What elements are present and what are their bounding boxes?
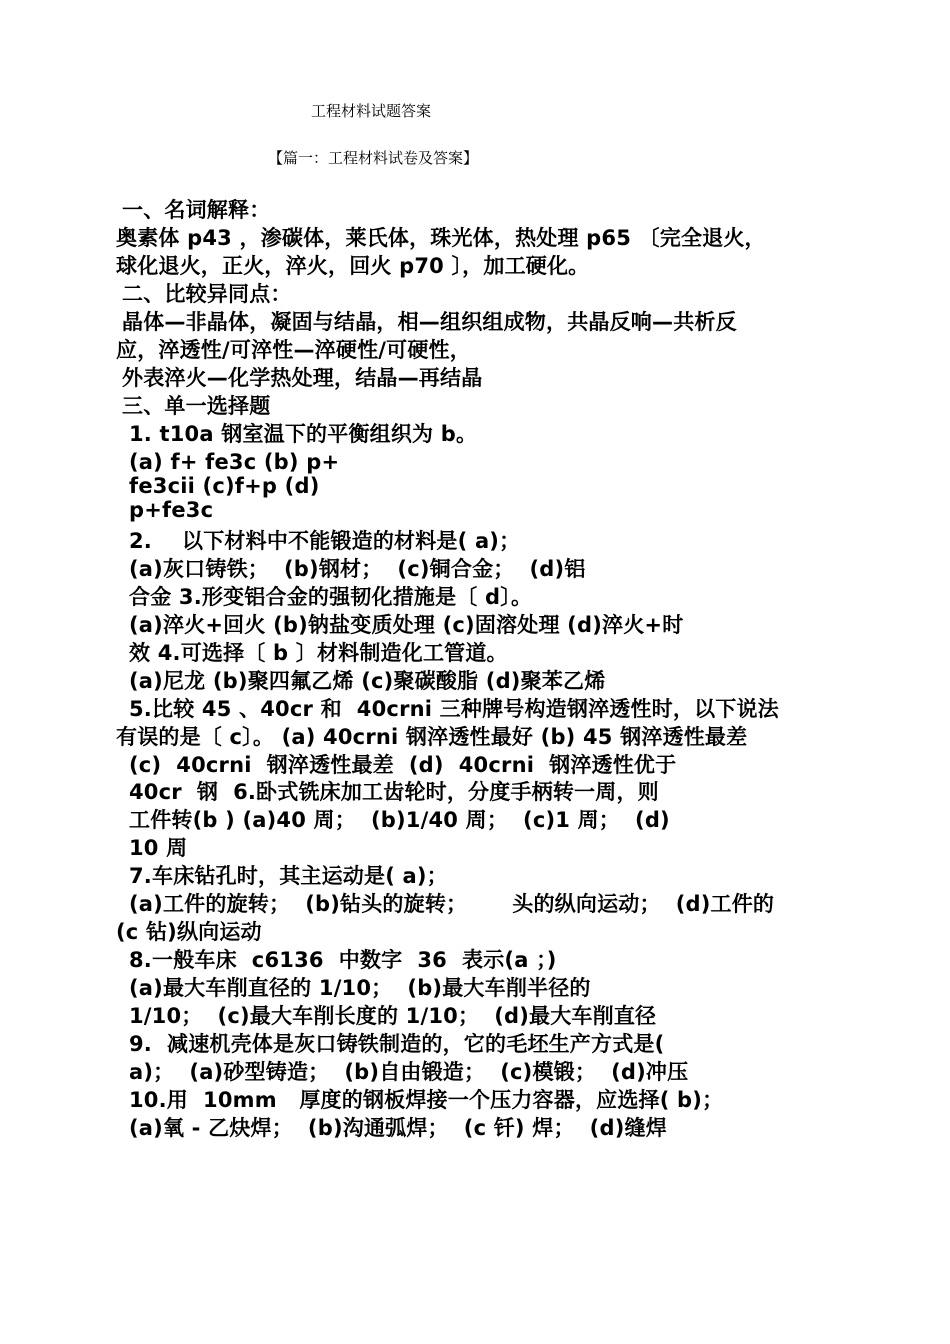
text-line: 晶体—非晶体，凝固与结晶，相—组织组成物，共晶反响—共析反 [122, 310, 737, 334]
document-title: 工程材料试题答案 [311, 102, 432, 120]
answer-line: 工件转(b ) (a)40 周； (b)1/40 周； (c)1 周； (d) [129, 808, 670, 832]
answer-line: p+fe3c [129, 498, 214, 522]
question-line: 2. 以下材料中不能锻造的材料是( a)； [129, 529, 521, 553]
section-heading: 一、名词解释： [122, 198, 271, 222]
answer-line: 1/10； (c)最大车削长度的 1/10； (d)最大车削直径 [129, 1004, 657, 1028]
answer-line: a)； (a)砂型铸造； (b)自由锻造； (c)模锻； (d)冲压 [129, 1060, 689, 1084]
section-heading: 二、比较异同点： [122, 282, 292, 306]
question-line: 5.比较 45 、40cr 和 40crni 三种牌号构造钢淬透性时，以下说法 [129, 697, 779, 721]
answer-line: (a)灰口铸铁； (b)钢材； (c)铜合金； (d)铝 [129, 557, 586, 581]
question-line: 合金 3.形变铝合金的强韧化措施是〔 d〕。 [129, 585, 533, 609]
answer-line: (a)氧 - 乙炔焊； (b)沟通弧焊； (c 钎) 焊； (d)缝焊 [129, 1116, 667, 1140]
question-line: 效 4.可选择〔 b 〕材料制造化工管道。 [129, 641, 508, 665]
answer-line: 10 周 [129, 836, 188, 860]
answer-line: (c) 40crni 钢淬透性最差 (d) 40crni 钢淬透性优于 [129, 753, 677, 777]
question-line: 7.车床钻孔时，其主运动是( a)； [129, 864, 448, 888]
question-line: 10.用 10mm 厚度的钢板焊接一个压力容器，应选择( b)； [129, 1088, 724, 1112]
answer-line: fe3cii (c)f+p (d) [129, 474, 320, 498]
text-line: 应，淬透性/可淬性—淬硬性/可硬性， [116, 338, 471, 362]
question-line: 1. t10a 钢室温下的平衡组织为 b。 [129, 422, 478, 446]
section-heading: 三、单一选择题 [122, 394, 271, 418]
question-line: 8.一般车床 c6136 中数字 36 表示(a ；) [129, 948, 557, 972]
answer-line: (a)工件的旋转； (b)钻头的旋转； 头的纵向运动； (d)工件的 [129, 892, 775, 916]
answer-line: 有误的是〔 c〕。 (a) 40crni 钢淬透性最好 (b) 45 钢淬透性最差 [116, 725, 748, 749]
question-line: 40cr 钢 6.卧式铣床加工齿轮时，分度手柄转一周，则 [129, 780, 659, 804]
question-line: 9. 减速机壳体是灰口铸铁制造的，它的毛坯生产方式是( [129, 1032, 665, 1056]
text-line: 球化退火，正火，淬火，回火 p70 〕，加工硬化。 [116, 254, 590, 278]
text-line: 奥素体 p43 ，渗碳体，莱氏体，珠光体，热处理 p65 〔完全退火， [116, 226, 766, 250]
document-subtitle: 【篇一：工程材料试卷及答案】 [268, 149, 479, 167]
answer-line: (a)最大车削直径的 1/10； (b)最大车削半径的 [129, 976, 591, 1000]
answer-line: (c 钻)纵向运动 [116, 920, 262, 944]
answer-line: (a)淬火+回火 (b)钠盐变质处理 (c)固溶处理 (d)淬火+时 [129, 613, 684, 637]
answer-line: (a)尼龙 (b)聚四氟乙烯 (c)聚碳酸脂 (d)聚苯乙烯 [129, 669, 606, 693]
text-line: 外表淬火—化学热处理，结晶—再结晶 [122, 366, 483, 390]
answer-line: (a) f+ fe3c (b) p+ [129, 450, 340, 474]
